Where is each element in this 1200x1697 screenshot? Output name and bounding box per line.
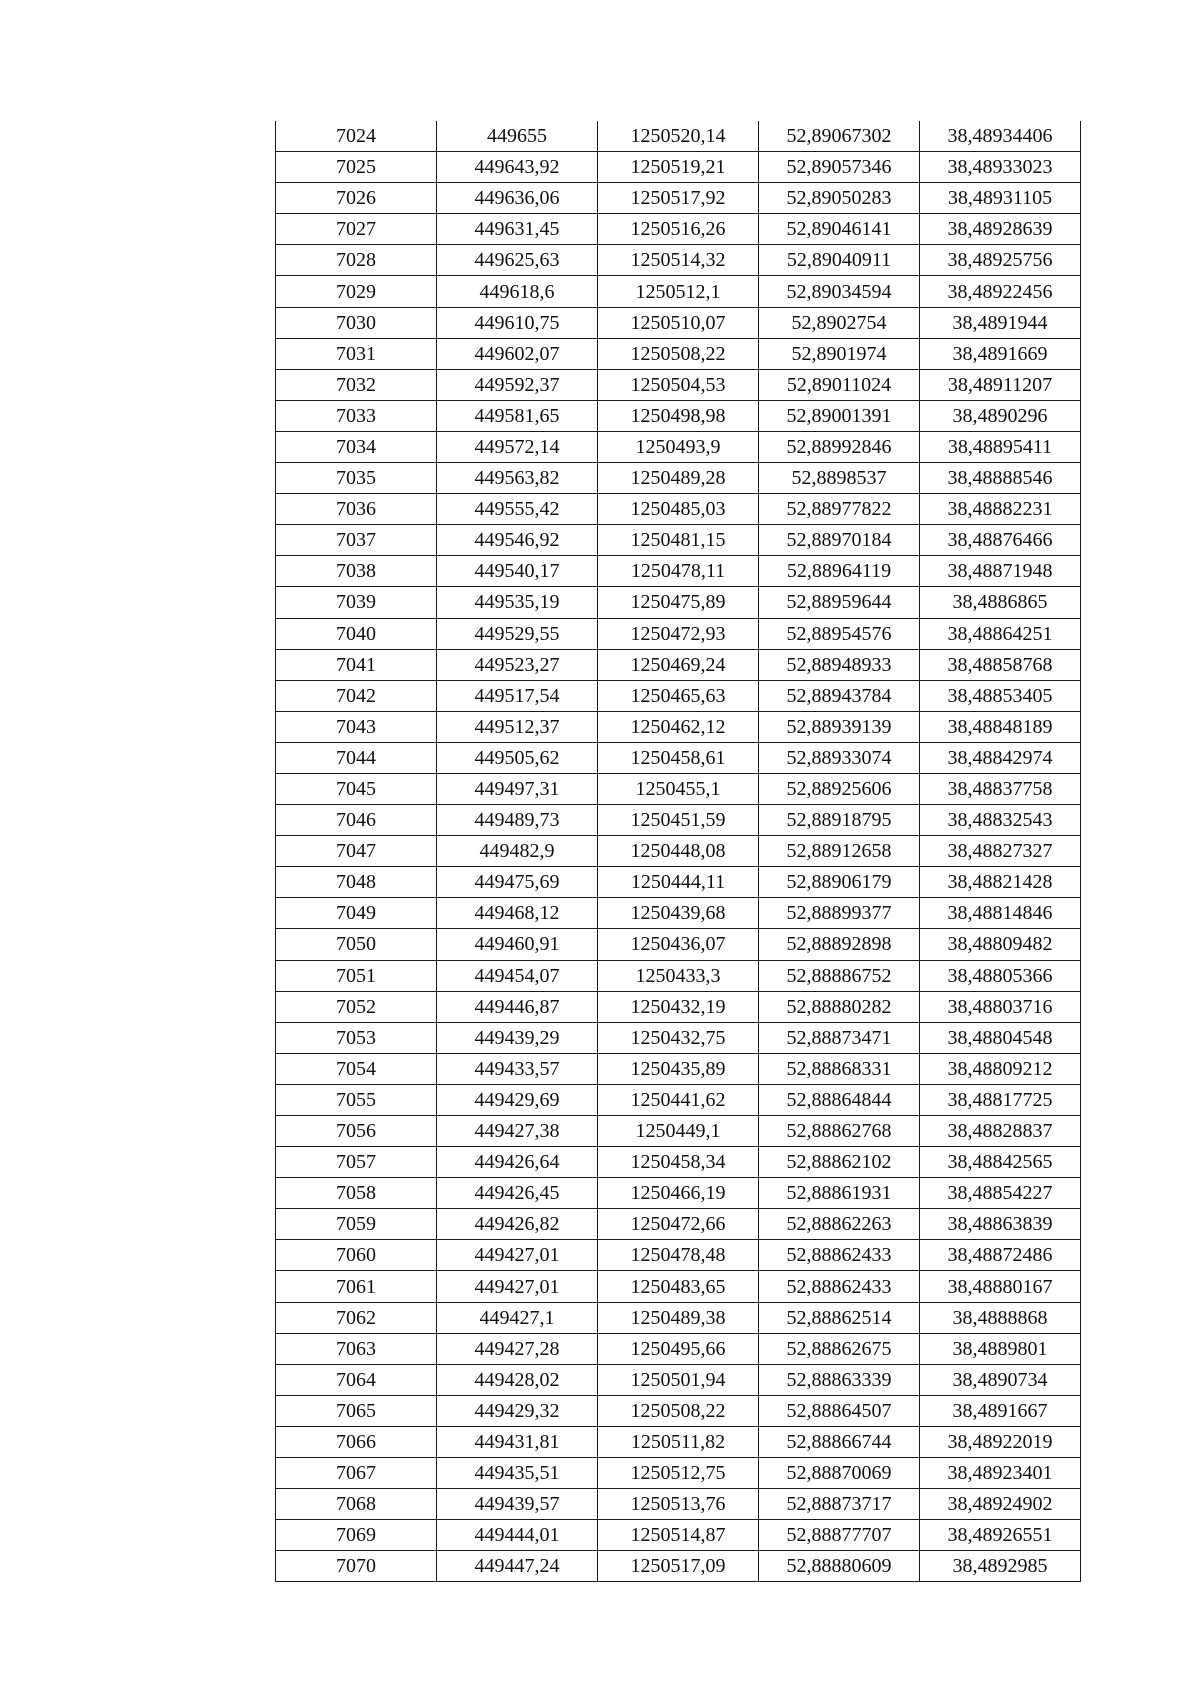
table-row	[276, 494, 1081, 525]
longitude-cell: 38,4886865	[920, 587, 1081, 618]
point-number-cell: 7040	[276, 618, 437, 649]
x-coordinate-cell: 449618,6	[437, 276, 598, 307]
y-coordinate-cell: 1250433,3	[598, 960, 759, 991]
x-coordinate-cell: 449426,64	[437, 1147, 598, 1178]
point-number-cell: 7036	[276, 494, 437, 525]
x-coordinate-cell: 449446,87	[437, 991, 598, 1022]
latitude-cell: 52,88918795	[759, 805, 920, 836]
point-number-cell: 7055	[276, 1084, 437, 1115]
latitude-cell: 52,88992846	[759, 431, 920, 462]
longitude-cell: 38,48809482	[920, 929, 1081, 960]
point-number-cell: 7058	[276, 1178, 437, 1209]
y-coordinate-cell: 1250458,34	[598, 1147, 759, 1178]
latitude-cell: 52,88868331	[759, 1053, 920, 1084]
latitude-cell: 52,88880282	[759, 991, 920, 1022]
table-row	[276, 1426, 1081, 1457]
table-row	[276, 463, 1081, 494]
latitude-cell: 52,88943784	[759, 680, 920, 711]
latitude-cell: 52,88862675	[759, 1333, 920, 1364]
table-row	[276, 742, 1081, 773]
latitude-cell: 52,88866744	[759, 1426, 920, 1457]
table-row	[276, 183, 1081, 214]
x-coordinate-cell: 449505,62	[437, 742, 598, 773]
x-coordinate-cell: 449475,69	[437, 867, 598, 898]
x-coordinate-cell: 449489,73	[437, 805, 598, 836]
y-coordinate-cell: 1250514,87	[598, 1520, 759, 1551]
latitude-cell: 52,88864844	[759, 1084, 920, 1115]
x-coordinate-cell: 449439,29	[437, 1022, 598, 1053]
x-coordinate-cell: 449517,54	[437, 680, 598, 711]
table-row	[276, 680, 1081, 711]
longitude-cell: 38,48821428	[920, 867, 1081, 898]
x-coordinate-cell: 449540,17	[437, 556, 598, 587]
longitude-cell: 38,48804548	[920, 1022, 1081, 1053]
longitude-cell: 38,48926551	[920, 1520, 1081, 1551]
latitude-cell: 52,88877707	[759, 1520, 920, 1551]
longitude-cell: 38,48934406	[920, 121, 1081, 152]
latitude-cell: 52,88862433	[759, 1240, 920, 1271]
table-row	[276, 773, 1081, 804]
table-row	[276, 121, 1081, 152]
table-row	[276, 805, 1081, 836]
latitude-cell: 52,88864507	[759, 1395, 920, 1426]
latitude-cell: 52,88880609	[759, 1551, 920, 1582]
point-number-cell: 7031	[276, 338, 437, 369]
y-coordinate-cell: 1250478,11	[598, 556, 759, 587]
point-number-cell: 7048	[276, 867, 437, 898]
x-coordinate-cell: 449435,51	[437, 1458, 598, 1489]
point-number-cell: 7035	[276, 463, 437, 494]
table-row	[276, 214, 1081, 245]
y-coordinate-cell: 1250493,9	[598, 431, 759, 462]
point-number-cell: 7024	[276, 121, 437, 152]
longitude-cell: 38,48933023	[920, 152, 1081, 183]
point-number-cell: 7065	[276, 1395, 437, 1426]
latitude-cell: 52,88906179	[759, 867, 920, 898]
table-row	[276, 711, 1081, 742]
y-coordinate-cell: 1250455,1	[598, 773, 759, 804]
latitude-cell: 52,88862102	[759, 1147, 920, 1178]
latitude-cell: 52,88977822	[759, 494, 920, 525]
table-row	[276, 1178, 1081, 1209]
table-row	[276, 1271, 1081, 1302]
x-coordinate-cell: 449643,92	[437, 152, 598, 183]
table-row	[276, 618, 1081, 649]
point-number-cell: 7066	[276, 1426, 437, 1457]
y-coordinate-cell: 1250475,89	[598, 587, 759, 618]
table-row	[276, 1395, 1081, 1426]
point-number-cell: 7050	[276, 929, 437, 960]
longitude-cell: 38,48828837	[920, 1116, 1081, 1147]
longitude-cell: 38,4892985	[920, 1551, 1081, 1582]
longitude-cell: 38,4889801	[920, 1333, 1081, 1364]
table-row	[276, 431, 1081, 462]
y-coordinate-cell: 1250520,14	[598, 121, 759, 152]
x-coordinate-cell: 449460,91	[437, 929, 598, 960]
x-coordinate-cell: 449447,24	[437, 1551, 598, 1582]
y-coordinate-cell: 1250516,26	[598, 214, 759, 245]
y-coordinate-cell: 1250432,75	[598, 1022, 759, 1053]
longitude-cell: 38,48827327	[920, 836, 1081, 867]
table-row	[276, 369, 1081, 400]
x-coordinate-cell: 449482,9	[437, 836, 598, 867]
table-row	[276, 649, 1081, 680]
x-coordinate-cell: 449439,57	[437, 1489, 598, 1520]
latitude-cell: 52,88873717	[759, 1489, 920, 1520]
x-coordinate-cell: 449555,42	[437, 494, 598, 525]
y-coordinate-cell: 1250512,75	[598, 1458, 759, 1489]
latitude-cell: 52,8902754	[759, 307, 920, 338]
x-coordinate-cell: 449625,63	[437, 245, 598, 276]
y-coordinate-cell: 1250469,24	[598, 649, 759, 680]
table-row	[276, 1084, 1081, 1115]
x-coordinate-cell: 449610,75	[437, 307, 598, 338]
table-row	[276, 898, 1081, 929]
longitude-cell: 38,48924902	[920, 1489, 1081, 1520]
point-number-cell: 7062	[276, 1302, 437, 1333]
latitude-cell: 52,88862433	[759, 1271, 920, 1302]
point-number-cell: 7070	[276, 1551, 437, 1582]
table-row	[276, 1147, 1081, 1178]
point-number-cell: 7068	[276, 1489, 437, 1520]
latitude-cell: 52,89034594	[759, 276, 920, 307]
y-coordinate-cell: 1250508,22	[598, 1395, 759, 1426]
latitude-cell: 52,88862768	[759, 1116, 920, 1147]
x-coordinate-cell: 449427,28	[437, 1333, 598, 1364]
longitude-cell: 38,48848189	[920, 711, 1081, 742]
table-row	[276, 1022, 1081, 1053]
latitude-cell: 52,88870069	[759, 1458, 920, 1489]
table-row	[276, 929, 1081, 960]
longitude-cell: 38,48882231	[920, 494, 1081, 525]
longitude-cell: 38,48805366	[920, 960, 1081, 991]
table-row	[276, 1053, 1081, 1084]
x-coordinate-cell: 449572,14	[437, 431, 598, 462]
x-coordinate-cell: 449454,07	[437, 960, 598, 991]
y-coordinate-cell: 1250510,07	[598, 307, 759, 338]
y-coordinate-cell: 1250444,11	[598, 867, 759, 898]
point-number-cell: 7056	[276, 1116, 437, 1147]
y-coordinate-cell: 1250472,66	[598, 1209, 759, 1240]
longitude-cell: 38,48922456	[920, 276, 1081, 307]
table-row	[276, 867, 1081, 898]
latitude-cell: 52,89040911	[759, 245, 920, 276]
longitude-cell: 38,48895411	[920, 431, 1081, 462]
longitude-cell: 38,48925756	[920, 245, 1081, 276]
table-row	[276, 245, 1081, 276]
y-coordinate-cell: 1250517,92	[598, 183, 759, 214]
table-row	[276, 338, 1081, 369]
latitude-cell: 52,88873471	[759, 1022, 920, 1053]
point-number-cell: 7067	[276, 1458, 437, 1489]
y-coordinate-cell: 1250504,53	[598, 369, 759, 400]
longitude-cell: 38,48832543	[920, 805, 1081, 836]
y-coordinate-cell: 1250512,1	[598, 276, 759, 307]
y-coordinate-cell: 1250489,28	[598, 463, 759, 494]
point-number-cell: 7045	[276, 773, 437, 804]
longitude-cell: 38,48837758	[920, 773, 1081, 804]
table-row	[276, 836, 1081, 867]
point-number-cell: 7029	[276, 276, 437, 307]
table-row	[276, 1489, 1081, 1520]
table-row	[276, 587, 1081, 618]
point-number-cell: 7042	[276, 680, 437, 711]
y-coordinate-cell: 1250501,94	[598, 1364, 759, 1395]
y-coordinate-cell: 1250436,07	[598, 929, 759, 960]
x-coordinate-cell: 449426,82	[437, 1209, 598, 1240]
y-coordinate-cell: 1250472,93	[598, 618, 759, 649]
x-coordinate-cell: 449444,01	[437, 1520, 598, 1551]
longitude-cell: 38,48854227	[920, 1178, 1081, 1209]
point-number-cell: 7039	[276, 587, 437, 618]
table-row	[276, 556, 1081, 587]
table-row	[276, 991, 1081, 1022]
longitude-cell: 38,4891669	[920, 338, 1081, 369]
longitude-cell: 38,48864251	[920, 618, 1081, 649]
longitude-cell: 38,48922019	[920, 1426, 1081, 1457]
latitude-cell: 52,88970184	[759, 525, 920, 556]
longitude-cell: 38,48872486	[920, 1240, 1081, 1271]
latitude-cell: 52,88959644	[759, 587, 920, 618]
latitude-cell: 52,88939139	[759, 711, 920, 742]
y-coordinate-cell: 1250489,38	[598, 1302, 759, 1333]
x-coordinate-cell: 449429,69	[437, 1084, 598, 1115]
y-coordinate-cell: 1250435,89	[598, 1053, 759, 1084]
point-number-cell: 7060	[276, 1240, 437, 1271]
y-coordinate-cell: 1250498,98	[598, 400, 759, 431]
point-number-cell: 7027	[276, 214, 437, 245]
latitude-cell: 52,8898537	[759, 463, 920, 494]
table-row	[276, 1116, 1081, 1147]
point-number-cell: 7063	[276, 1333, 437, 1364]
longitude-cell: 38,48817725	[920, 1084, 1081, 1115]
longitude-cell: 38,4891667	[920, 1395, 1081, 1426]
x-coordinate-cell: 449581,65	[437, 400, 598, 431]
longitude-cell: 38,4890734	[920, 1364, 1081, 1395]
table-row	[276, 276, 1081, 307]
longitude-cell: 38,48858768	[920, 649, 1081, 680]
y-coordinate-cell: 1250478,48	[598, 1240, 759, 1271]
y-coordinate-cell: 1250519,21	[598, 152, 759, 183]
x-coordinate-cell: 449427,01	[437, 1271, 598, 1302]
longitude-cell: 38,48853405	[920, 680, 1081, 711]
x-coordinate-cell: 449427,01	[437, 1240, 598, 1271]
x-coordinate-cell: 449523,27	[437, 649, 598, 680]
longitude-cell: 38,4890296	[920, 400, 1081, 431]
coordinates-table	[275, 121, 1081, 1582]
y-coordinate-cell: 1250517,09	[598, 1551, 759, 1582]
latitude-cell: 52,88899377	[759, 898, 920, 929]
longitude-cell: 38,48911207	[920, 369, 1081, 400]
y-coordinate-cell: 1250458,61	[598, 742, 759, 773]
y-coordinate-cell: 1250495,66	[598, 1333, 759, 1364]
point-number-cell: 7057	[276, 1147, 437, 1178]
point-number-cell: 7049	[276, 898, 437, 929]
x-coordinate-cell: 449636,06	[437, 183, 598, 214]
y-coordinate-cell: 1250481,15	[598, 525, 759, 556]
latitude-cell: 52,88886752	[759, 960, 920, 991]
table-row	[276, 960, 1081, 991]
x-coordinate-cell: 449631,45	[437, 214, 598, 245]
y-coordinate-cell: 1250432,19	[598, 991, 759, 1022]
y-coordinate-cell: 1250508,22	[598, 338, 759, 369]
y-coordinate-cell: 1250514,32	[598, 245, 759, 276]
table-row	[276, 1551, 1081, 1582]
point-number-cell: 7069	[276, 1520, 437, 1551]
x-coordinate-cell: 449512,37	[437, 711, 598, 742]
longitude-cell: 38,48923401	[920, 1458, 1081, 1489]
point-number-cell: 7037	[276, 525, 437, 556]
longitude-cell: 38,48809212	[920, 1053, 1081, 1084]
x-coordinate-cell: 449497,31	[437, 773, 598, 804]
longitude-cell: 38,48928639	[920, 214, 1081, 245]
point-number-cell: 7043	[276, 711, 437, 742]
y-coordinate-cell: 1250449,1	[598, 1116, 759, 1147]
latitude-cell: 52,88948933	[759, 649, 920, 680]
x-coordinate-cell: 449468,12	[437, 898, 598, 929]
point-number-cell: 7053	[276, 1022, 437, 1053]
point-number-cell: 7059	[276, 1209, 437, 1240]
x-coordinate-cell: 449431,81	[437, 1426, 598, 1457]
point-number-cell: 7047	[276, 836, 437, 867]
y-coordinate-cell: 1250513,76	[598, 1489, 759, 1520]
x-coordinate-cell: 449602,07	[437, 338, 598, 369]
point-number-cell: 7041	[276, 649, 437, 680]
point-number-cell: 7044	[276, 742, 437, 773]
y-coordinate-cell: 1250485,03	[598, 494, 759, 525]
table-row	[276, 1333, 1081, 1364]
longitude-cell: 38,48842565	[920, 1147, 1081, 1178]
x-coordinate-cell: 449428,02	[437, 1364, 598, 1395]
point-number-cell: 7033	[276, 400, 437, 431]
table-row	[276, 1364, 1081, 1395]
x-coordinate-cell: 449427,1	[437, 1302, 598, 1333]
latitude-cell: 52,89011024	[759, 369, 920, 400]
latitude-cell: 52,88954576	[759, 618, 920, 649]
point-number-cell: 7052	[276, 991, 437, 1022]
latitude-cell: 52,89046141	[759, 214, 920, 245]
longitude-cell: 38,48888546	[920, 463, 1081, 494]
latitude-cell: 52,89001391	[759, 400, 920, 431]
latitude-cell: 52,88925606	[759, 773, 920, 804]
table-row	[276, 525, 1081, 556]
latitude-cell: 52,88892898	[759, 929, 920, 960]
longitude-cell: 38,48842974	[920, 742, 1081, 773]
y-coordinate-cell: 1250441,62	[598, 1084, 759, 1115]
x-coordinate-cell: 449655	[437, 121, 598, 152]
longitude-cell: 38,48871948	[920, 556, 1081, 587]
latitude-cell: 52,88863339	[759, 1364, 920, 1395]
point-number-cell: 7064	[276, 1364, 437, 1395]
x-coordinate-cell: 449535,19	[437, 587, 598, 618]
table-row	[276, 1458, 1081, 1489]
x-coordinate-cell: 449529,55	[437, 618, 598, 649]
point-number-cell: 7046	[276, 805, 437, 836]
y-coordinate-cell: 1250462,12	[598, 711, 759, 742]
point-number-cell: 7034	[276, 431, 437, 462]
longitude-cell: 38,48880167	[920, 1271, 1081, 1302]
point-number-cell: 7026	[276, 183, 437, 214]
longitude-cell: 38,48863839	[920, 1209, 1081, 1240]
latitude-cell: 52,88912658	[759, 836, 920, 867]
y-coordinate-cell: 1250511,82	[598, 1426, 759, 1457]
longitude-cell: 38,4888868	[920, 1302, 1081, 1333]
latitude-cell: 52,89057346	[759, 152, 920, 183]
y-coordinate-cell: 1250451,59	[598, 805, 759, 836]
table-row	[276, 307, 1081, 338]
latitude-cell: 52,88861931	[759, 1178, 920, 1209]
x-coordinate-cell: 449433,57	[437, 1053, 598, 1084]
x-coordinate-cell: 449427,38	[437, 1116, 598, 1147]
y-coordinate-cell: 1250448,08	[598, 836, 759, 867]
point-number-cell: 7054	[276, 1053, 437, 1084]
x-coordinate-cell: 449426,45	[437, 1178, 598, 1209]
point-number-cell: 7032	[276, 369, 437, 400]
point-number-cell: 7061	[276, 1271, 437, 1302]
point-number-cell: 7028	[276, 245, 437, 276]
point-number-cell: 7025	[276, 152, 437, 183]
table-row	[276, 1302, 1081, 1333]
x-coordinate-cell: 449546,92	[437, 525, 598, 556]
x-coordinate-cell: 449429,32	[437, 1395, 598, 1426]
longitude-cell: 38,48814846	[920, 898, 1081, 929]
table-row	[276, 1209, 1081, 1240]
latitude-cell: 52,8901974	[759, 338, 920, 369]
x-coordinate-cell: 449592,37	[437, 369, 598, 400]
table-row	[276, 1520, 1081, 1551]
longitude-cell: 38,48931105	[920, 183, 1081, 214]
latitude-cell: 52,88862263	[759, 1209, 920, 1240]
point-number-cell: 7038	[276, 556, 437, 587]
latitude-cell: 52,89050283	[759, 183, 920, 214]
longitude-cell: 38,48876466	[920, 525, 1081, 556]
longitude-cell: 38,4891944	[920, 307, 1081, 338]
point-number-cell: 7030	[276, 307, 437, 338]
y-coordinate-cell: 1250466,19	[598, 1178, 759, 1209]
table-row	[276, 400, 1081, 431]
coordinates-table-body	[276, 121, 1081, 1582]
table-row	[276, 152, 1081, 183]
latitude-cell: 52,88964119	[759, 556, 920, 587]
y-coordinate-cell: 1250483,65	[598, 1271, 759, 1302]
point-number-cell: 7051	[276, 960, 437, 991]
table-row	[276, 1240, 1081, 1271]
latitude-cell: 52,88933074	[759, 742, 920, 773]
longitude-cell: 38,48803716	[920, 991, 1081, 1022]
x-coordinate-cell: 449563,82	[437, 463, 598, 494]
latitude-cell: 52,89067302	[759, 121, 920, 152]
y-coordinate-cell: 1250439,68	[598, 898, 759, 929]
y-coordinate-cell: 1250465,63	[598, 680, 759, 711]
latitude-cell: 52,88862514	[759, 1302, 920, 1333]
